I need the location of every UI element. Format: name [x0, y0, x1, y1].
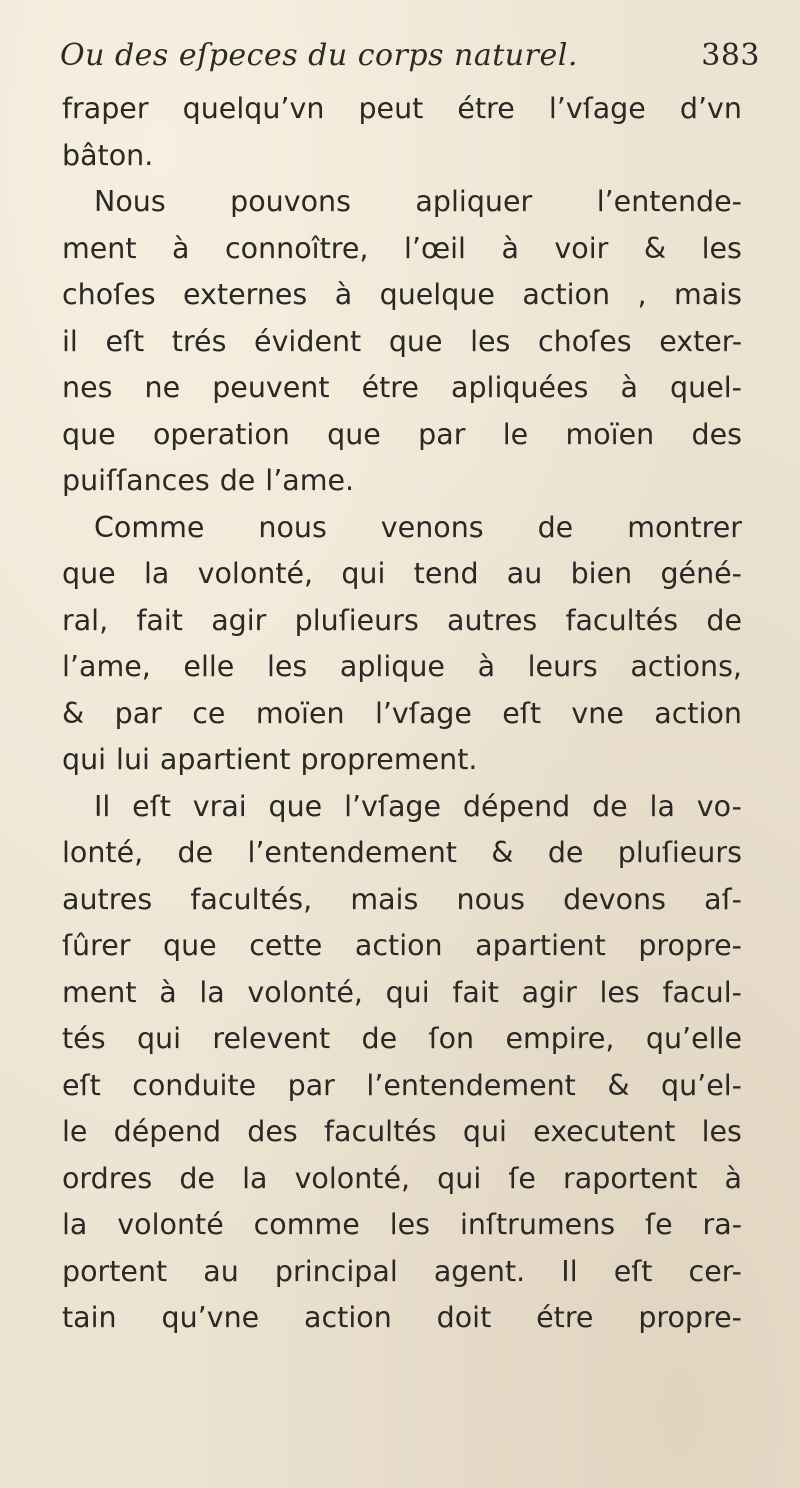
- word: à: [501, 231, 519, 265]
- word: apartient: [475, 929, 606, 962]
- word: cer-: [688, 1254, 742, 1288]
- word: l’entende-: [596, 185, 742, 218]
- word: comme: [253, 1208, 360, 1241]
- word: eſt: [62, 1068, 101, 1102]
- word: vo-: [696, 789, 742, 823]
- word: d’vn: [679, 92, 742, 125]
- word: qui: [136, 1022, 182, 1055]
- word: la: [199, 975, 225, 1009]
- word: volonté,: [197, 557, 314, 590]
- text-line: [62, 1202, 742, 1249]
- running-title: Ou des eſpeces du corps naturel.: [60, 38, 578, 73]
- word: l’entendement: [366, 1068, 576, 1102]
- word: propre-: [638, 1301, 742, 1334]
- word: qui: [462, 1115, 507, 1148]
- word: portent: [62, 1254, 168, 1288]
- word: que: [62, 417, 116, 451]
- word: eſt: [132, 789, 171, 823]
- word: mais: [673, 278, 742, 311]
- page-header: [60, 38, 760, 88]
- word: dépend: [462, 789, 571, 823]
- word: il: [62, 324, 78, 358]
- word: ſe: [508, 1161, 536, 1195]
- word: lui: [116, 743, 150, 776]
- word: Il: [561, 1254, 578, 1288]
- word: de: [361, 1022, 398, 1055]
- word: facultés: [565, 603, 679, 637]
- word: dépend: [113, 1115, 222, 1148]
- word: &: [62, 696, 85, 730]
- word: tés: [62, 1022, 106, 1055]
- word: trés: [171, 324, 227, 358]
- word: tain: [62, 1301, 117, 1334]
- text-line: [62, 412, 742, 459]
- text-line: [62, 737, 742, 784]
- word: de: [177, 836, 214, 869]
- word: géné-: [660, 557, 742, 590]
- word: à: [477, 650, 496, 683]
- word: les: [701, 231, 742, 265]
- word: venons: [380, 510, 484, 544]
- word: vrai: [192, 789, 247, 823]
- word: les: [266, 650, 308, 683]
- word: action: [304, 1301, 392, 1334]
- word: volonté,: [247, 975, 363, 1009]
- word: à: [620, 371, 638, 404]
- word: ra-: [702, 1208, 742, 1241]
- page-number: 383: [701, 38, 760, 73]
- word: le: [62, 1115, 88, 1148]
- word: eſt: [502, 696, 542, 730]
- word: l’ame,: [62, 650, 151, 683]
- word: de: [537, 510, 574, 544]
- word: ordres: [62, 1161, 153, 1195]
- word: qui: [437, 1161, 482, 1195]
- word: montrer: [627, 510, 742, 544]
- word: externes: [183, 278, 308, 311]
- word: &: [491, 836, 514, 869]
- word: executent: [533, 1115, 676, 1148]
- word: qu’elle: [645, 1022, 742, 1055]
- word: par: [114, 696, 162, 730]
- word: empire,: [505, 1022, 615, 1055]
- text-line: [62, 970, 742, 1017]
- text-line: [62, 365, 742, 412]
- word: de: [547, 836, 584, 869]
- word: moïen: [255, 696, 345, 730]
- word: inſtrumens: [459, 1208, 616, 1241]
- word: l’vſage: [548, 92, 646, 125]
- word: facultés: [323, 1115, 437, 1148]
- word: par: [287, 1068, 335, 1102]
- word: ſe: [645, 1208, 673, 1241]
- word: moïen: [565, 417, 655, 451]
- word: nous: [456, 882, 525, 916]
- word: ,: [637, 278, 647, 311]
- word: la: [242, 1161, 268, 1195]
- word: connoître,: [225, 231, 369, 265]
- word: devons: [563, 882, 666, 916]
- word: que: [388, 324, 443, 358]
- text-line: [62, 272, 742, 319]
- word: apliquées: [450, 371, 589, 404]
- word: l’ame.: [265, 464, 355, 497]
- word: étre: [457, 92, 515, 125]
- word: doit: [436, 1301, 492, 1334]
- word: fait: [136, 603, 183, 637]
- word: que: [327, 417, 381, 451]
- word: ne: [144, 371, 181, 404]
- word: propre-: [638, 929, 742, 962]
- word: ment: [62, 231, 137, 265]
- word: la: [649, 789, 675, 823]
- word: l’entendement: [247, 836, 457, 869]
- word: facultés,: [190, 882, 313, 916]
- word: quelque: [379, 278, 495, 311]
- word: peut: [358, 92, 424, 125]
- text-line: [62, 598, 742, 645]
- word: les: [701, 1115, 742, 1148]
- word: à: [172, 231, 190, 265]
- word: à: [159, 975, 177, 1009]
- word: qui: [385, 975, 430, 1009]
- word: nous: [258, 510, 327, 544]
- word: agir: [211, 603, 267, 637]
- word: des: [691, 417, 742, 451]
- word: operation: [153, 417, 290, 451]
- word: exter-: [659, 324, 742, 358]
- word: quel-: [670, 371, 742, 404]
- word: aplique: [339, 650, 445, 683]
- word: eſt: [105, 324, 145, 358]
- word: le: [502, 417, 529, 451]
- word: Il: [94, 789, 111, 823]
- word: que: [62, 557, 116, 590]
- word: apartient: [159, 743, 291, 776]
- word: les: [389, 1208, 431, 1241]
- word: action: [522, 278, 611, 311]
- word: agir: [521, 975, 577, 1009]
- text-line: [62, 1063, 742, 1110]
- word: fraper: [62, 92, 149, 125]
- word: qu’vne: [161, 1301, 260, 1334]
- word: à: [334, 278, 353, 311]
- word: vne: [571, 696, 624, 730]
- word: proprement.: [300, 743, 478, 776]
- text-line: [62, 1109, 742, 1156]
- word: pluſieurs: [617, 836, 742, 869]
- text-line: [62, 458, 742, 505]
- word: étre: [536, 1301, 594, 1334]
- text-line: [62, 784, 742, 831]
- word: aſ-: [704, 882, 742, 916]
- text-line: [62, 691, 742, 738]
- text-line: [62, 1249, 742, 1296]
- text-line: [62, 1295, 742, 1342]
- word: pluſieurs: [294, 603, 419, 637]
- word: à: [724, 1161, 742, 1195]
- text-line: [62, 226, 742, 273]
- word: évident: [254, 324, 362, 358]
- word: des: [247, 1115, 298, 1148]
- word: nes: [62, 371, 113, 404]
- word: de: [706, 603, 742, 637]
- text-line: [62, 86, 742, 133]
- word: que: [163, 929, 217, 962]
- word: par: [418, 417, 466, 451]
- text-line: [62, 1016, 742, 1063]
- word: qu’el-: [661, 1068, 742, 1102]
- word: ſon: [428, 1022, 475, 1055]
- word: Nous: [94, 185, 166, 218]
- text-line: [62, 923, 742, 970]
- word: action: [654, 696, 742, 730]
- word: au: [506, 557, 543, 590]
- word: qui: [341, 557, 386, 590]
- word: les: [599, 975, 640, 1009]
- word: fait: [452, 975, 499, 1009]
- word: conduite: [132, 1068, 257, 1102]
- word: voir: [554, 231, 609, 265]
- text-line: [62, 877, 742, 924]
- word: action: [354, 929, 443, 962]
- word: quelqu’vn: [182, 92, 325, 125]
- word: qui: [62, 743, 107, 776]
- word: puiſſances: [62, 464, 210, 497]
- word: bâton.: [62, 138, 154, 172]
- word: eſt: [613, 1254, 653, 1288]
- word: l’vſage: [374, 696, 472, 730]
- text-line: [62, 505, 742, 552]
- word: cette: [249, 929, 323, 962]
- word: de: [179, 1161, 215, 1195]
- word: l’vſage: [344, 789, 442, 823]
- word: relevent: [212, 1022, 331, 1055]
- word: elle: [183, 650, 235, 683]
- text-line: [62, 644, 742, 691]
- text-line: [62, 179, 742, 226]
- word: actions,: [630, 650, 742, 683]
- text-line: [62, 830, 742, 877]
- word: lonté,: [62, 836, 144, 869]
- word: raportent: [563, 1161, 698, 1195]
- text-line: [62, 319, 742, 366]
- word: pouvons: [230, 185, 351, 218]
- text-line: [62, 133, 742, 180]
- word: ce: [192, 696, 226, 730]
- word: autres: [62, 882, 153, 916]
- word: tend: [413, 557, 479, 590]
- word: autres: [447, 603, 538, 637]
- word: la: [62, 1208, 88, 1241]
- word: les: [470, 324, 511, 358]
- word: choſes: [62, 278, 156, 311]
- word: volonté: [117, 1208, 224, 1241]
- word: leurs: [527, 650, 598, 683]
- word: au: [203, 1254, 239, 1288]
- word: &: [607, 1068, 630, 1102]
- text-line: [62, 551, 742, 598]
- word: la: [143, 557, 170, 590]
- text-line: [62, 1156, 742, 1203]
- word: bien: [570, 557, 633, 590]
- word: ral,: [62, 603, 109, 637]
- word: étre: [361, 371, 419, 404]
- word: de: [219, 464, 256, 497]
- word: que: [268, 789, 323, 823]
- word: de: [592, 789, 628, 823]
- word: principal: [274, 1254, 398, 1288]
- word: choſes: [538, 324, 632, 358]
- word: facul-: [662, 975, 742, 1009]
- word: agent.: [433, 1254, 526, 1288]
- word: volonté,: [294, 1161, 411, 1195]
- word: &: [643, 231, 667, 265]
- word: mais: [350, 882, 419, 916]
- word: peuvent: [212, 371, 330, 404]
- word: l’œil: [403, 231, 466, 265]
- word: ſûrer: [62, 929, 131, 962]
- word: Comme: [94, 510, 205, 544]
- word: apliquer: [415, 185, 533, 218]
- body-text: [62, 86, 742, 1342]
- word: ment: [62, 975, 137, 1009]
